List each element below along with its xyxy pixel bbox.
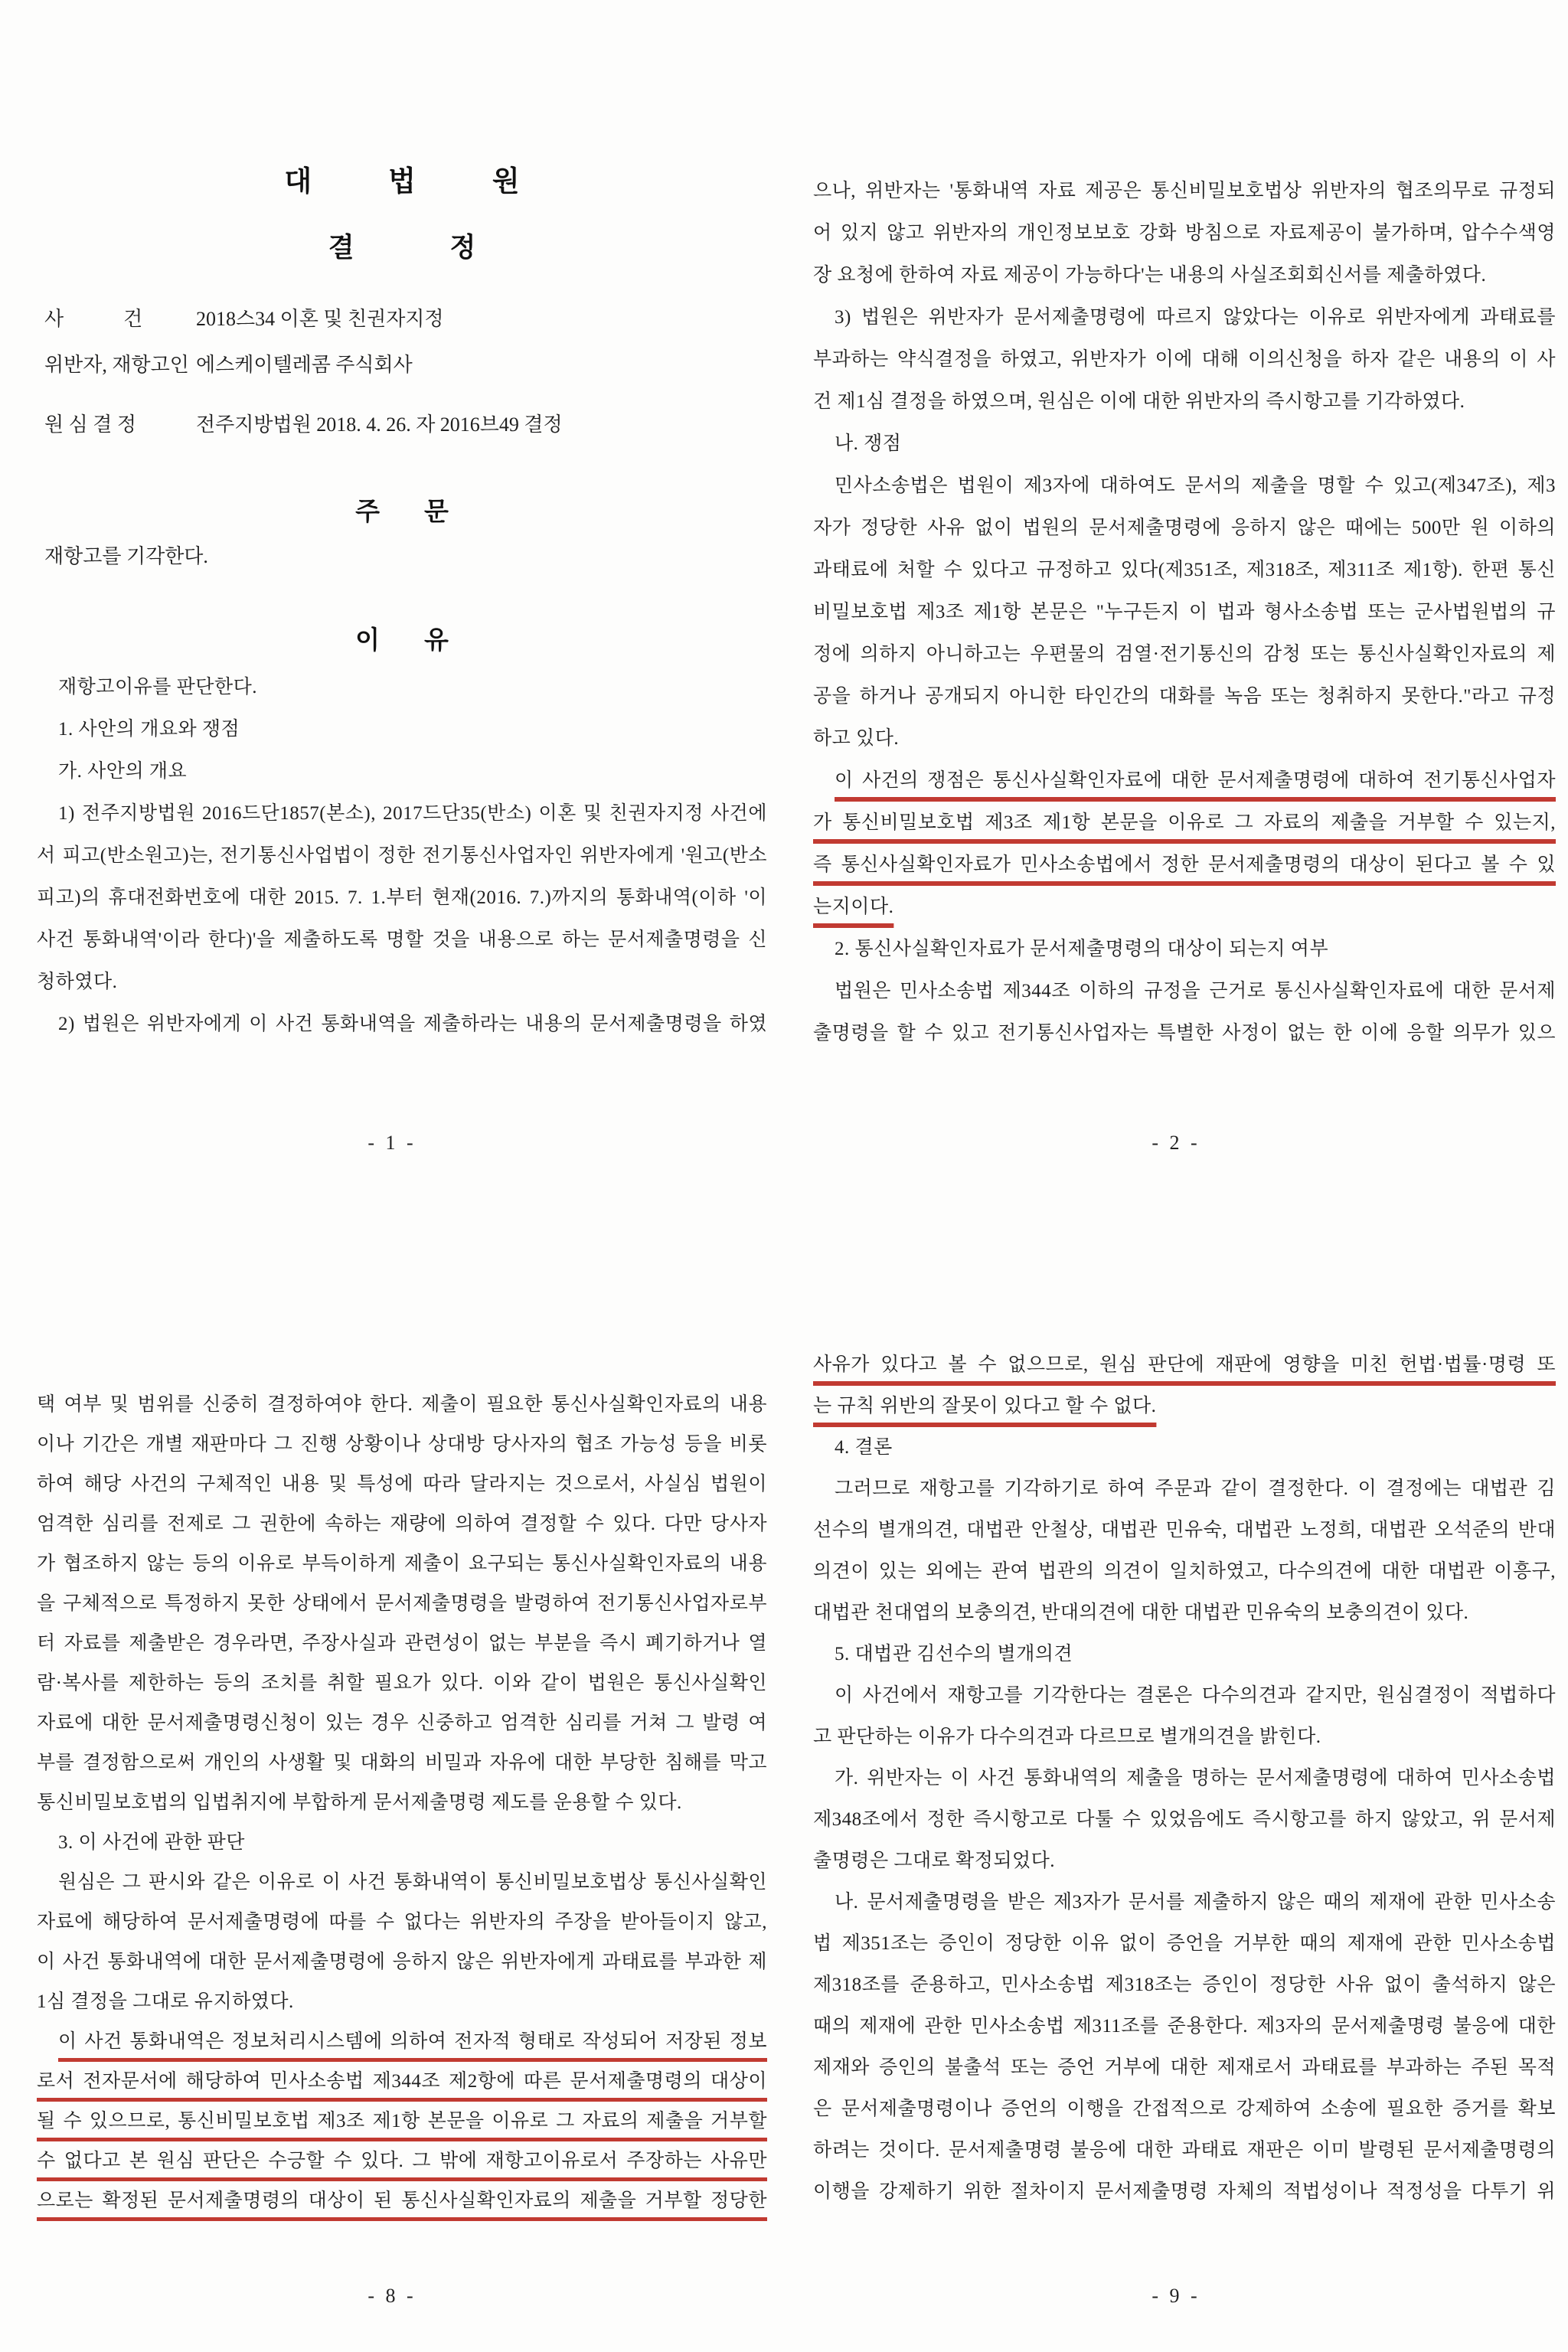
underlined-text-line: 이 사건 통화내역은 정보처리시스템에 의하여 전자적 형태로 작성되어 저장된 정보 bbox=[58, 2031, 767, 2052]
text-line: 제재와 증인의 불출석 또는 증언 거부에 대한 제재로서 과태료를 부과하는 주된 목적 bbox=[813, 2057, 1556, 2078]
text-line: 재항고이유를 판단한다. bbox=[58, 677, 258, 697]
text-line: 3) 법원은 위반자가 문서제출명령에 따르지 않았다는 이유로 위반자에게 과태료를 bbox=[835, 307, 1556, 328]
text-line: 터 자료를 제출받은 경우라면, 주장사실과 관련성이 없는 부분을 즉시 폐기하거나 열 bbox=[37, 1633, 767, 1654]
text-line: 고 판단하는 이유가 다수의견과 다르므로 별개의견을 밝힌다. bbox=[813, 1726, 1321, 1747]
text-line: 공을 하거나 공개되지 아니한 타인간의 대화를 녹음 또는 청취하지 못한다."라고 규정 bbox=[813, 686, 1556, 707]
page-number: - 9 - bbox=[1152, 2285, 1200, 2307]
text-line: 엄격한 심리를 전제로 그 권한에 속하는 재량에 의하여 결정할 수 있다. 다만 당사자 bbox=[37, 1514, 767, 1534]
text-line: 법원은 민사소송법 제344조 이하의 규정을 근거로 통신사실확인자료에 대한 문서제 bbox=[835, 981, 1556, 1001]
lower-court-value: 전주지방법원 2018. 4. 26. 자 2016브49 결정 bbox=[196, 413, 563, 436]
text-line: 부과하는 약식결정을 하였고, 위반자가 이에 대해 이의신청을 하자 같은 내용의 이 사 bbox=[813, 349, 1556, 370]
text-line: 5. 대법관 김선수의 별개의견 bbox=[835, 1644, 1073, 1664]
underlined-text-line: 로서 전자문서에 해당하여 민사소송법 제344조 제2항에 따른 문서제출명령의 대상이 bbox=[37, 2071, 767, 2092]
text-line: 어 있지 않고 위반자의 개인정보보호 강화 방침으로 자료제공이 불가하며, 압수수색영 bbox=[813, 223, 1556, 243]
lower-court-label: 원 심 결 정 bbox=[44, 413, 136, 436]
text-line: 이나 기간은 개별 재판마다 그 진행 상황이나 상대방 당사자의 협조 가능성 등을 비롯 bbox=[37, 1434, 767, 1455]
text-line: 1) 전주지방법원 2016드단1857(본소), 2017드단35(반소) 이혼 및 친권자지정 사건에 bbox=[58, 803, 767, 824]
text-line: 가. 위반자는 이 사건 통화내역의 제출을 명하는 문서제출명령에 대하여 민사소송법 bbox=[835, 1768, 1556, 1788]
underlined-text-line: 사유가 있다고 볼 수 없으므로, 원심 판단에 재판에 영향을 미친 헌법·법률·명령 또 bbox=[813, 1354, 1556, 1375]
text-line: 2) 법원은 위반자에게 이 사건 통화내역을 제출하라는 내용의 문서제출명령을 하였 bbox=[58, 1014, 767, 1034]
text-line: 으나, 위반자는 '통화내역 자료 제공은 통신비밀보호법상 위반자의 협조의무로 규정되 bbox=[813, 181, 1556, 201]
underlined-text-line: 는 규칙 위반의 잘못이 있다고 할 수 없다. bbox=[813, 1396, 1157, 1416]
text-line: 자가 정당한 사유 없이 법원의 문서제출명령에 응하지 않은 때에는 500만 원 이하의 bbox=[813, 518, 1556, 538]
text-line: 청하였다. bbox=[37, 972, 118, 992]
text-line: 이 사건에서 재항고를 기각한다는 결론은 다수의견과 같지만, 원심결정이 적법하다 bbox=[835, 1685, 1556, 1706]
text-line: 4. 결론 bbox=[835, 1437, 893, 1458]
text-line: 람·복사를 제한하는 등의 조치를 취할 필요가 있다. 이와 같이 법원은 통신사실확인 bbox=[37, 1673, 767, 1694]
text-line: 나. 쟁점 bbox=[835, 433, 902, 454]
text-line: 건 제1심 결정을 하였으며, 원심은 이에 대한 위반자의 즉시항고를 기각하였다. bbox=[813, 391, 1465, 412]
decision-type-heading: 결정 bbox=[328, 233, 572, 263]
text-line: 대법관 천대엽의 보충의견, 반대의견에 대한 대법관 민유숙의 보충의견이 있다. bbox=[813, 1602, 1469, 1623]
underlined-text-line: 될 수 있으므로, 통신비밀보호법 제3조 제1항 본문을 이유로 그 자료의 제출을 거부할 bbox=[37, 2111, 767, 2132]
text-line: 1. 사안의 개요와 쟁점 bbox=[58, 719, 240, 740]
order-heading: 주문 bbox=[355, 497, 493, 525]
text-line: 1심 결정을 그대로 유지하였다. bbox=[37, 1991, 294, 2012]
page-2 bbox=[784, 0, 1568, 1176]
text-line: 제348조에서 정한 즉시항고로 다툴 수 있었음에도 즉시항고를 하지 않았고, 위 문서제 bbox=[813, 1809, 1556, 1830]
text-line: 때의 제재에 관한 민사소송법 제311조를 준용한다. 제3자의 문서제출명령 불응에 대한 bbox=[813, 2016, 1556, 2037]
case-number-row bbox=[44, 299, 761, 340]
text-line: 정에 의하지 아니하고는 우편물의 검열·전기통신의 감청 또는 통신사실확인자료의 제 bbox=[813, 644, 1556, 665]
violator-label: 위반자, 재항고인 bbox=[44, 354, 189, 376]
page-number: - 1 - bbox=[368, 1132, 416, 1154]
text-line: 비밀보호법 제3조 제1항 본문은 "누구든지 이 법과 형사소송법 또는 군사법원법의 규 bbox=[813, 602, 1556, 622]
underlined-text-line: 는지이다. bbox=[813, 897, 894, 917]
text-line: 2. 통신사실확인자료가 문서제출명령의 대상이 되는지 여부 bbox=[835, 939, 1329, 959]
case-label: 사 건 bbox=[44, 308, 143, 330]
underlined-text-line: 가 통신비밀보호법 제3조 제1항 본문을 이유로 그 자료의 제출을 거부할 수 있는지, bbox=[813, 812, 1556, 833]
text-line: 제318조를 준용하고, 민사소송법 제318조는 증인이 정당한 사유 없이 출석하지 않은 bbox=[813, 1975, 1556, 1995]
page-2-body bbox=[813, 170, 1556, 1054]
text-line: 택 여부 및 범위를 신중히 결정하여야 한다. 제출이 필요한 통신사실확인자료의 내용 bbox=[37, 1394, 767, 1415]
text-line: 과태료에 처할 수 있다고 규정하고 있다(제351조, 제318조, 제311조 제1항). 한편 통신 bbox=[813, 560, 1556, 580]
text-line: 출명령은 그대로 확정되었다. bbox=[813, 1851, 1056, 1871]
text-line: 원심은 그 판시와 같은 이유로 이 사건 통화내역이 통신비밀보호법상 통신사실확인 bbox=[58, 1872, 767, 1893]
page-number: - 2 - bbox=[1152, 1132, 1200, 1154]
underlined-text-line: 즉 통신사실확인자료가 민사소송법에서 정한 문서제출명령의 대상이 된다고 볼 수 있 bbox=[813, 854, 1556, 875]
text-line: 출명령을 할 수 있고 전기통신사업자는 특별한 사정이 없는 한 이에 응할 의무가 있으 bbox=[813, 1023, 1556, 1044]
court-name-heading: 대법원 bbox=[284, 165, 596, 197]
lower-court-decision-row bbox=[44, 404, 761, 446]
text-line: 3. 이 사건에 관한 판단 bbox=[58, 1832, 245, 1853]
page-1 bbox=[0, 0, 784, 1176]
page-8 bbox=[0, 1176, 784, 2352]
text-line: 은 문서제출명령이나 증언의 이행을 간접적으로 강제하여 소송에 필요한 증거를 확보 bbox=[813, 2099, 1556, 2119]
text-line: 가 협조하지 않는 등의 이유로 부득이하게 제출이 요구되는 통신사실확인자료의 내용 bbox=[37, 1553, 767, 1574]
text-line: 을 구체적으로 특정하지 못한 상태에서 문서제출명령을 발령하여 전기통신사업자로부 bbox=[37, 1593, 767, 1614]
text-line: 의견이 있는 외에는 관여 법관의 의견이 일치하였고, 다수의견에 대한 대법관 이흥구, bbox=[813, 1561, 1556, 1582]
underlined-text-line: 이 사건의 쟁점은 통신사실확인자료에 대한 문서제출명령에 대하여 전기통신사업자 bbox=[835, 770, 1556, 791]
text-line: 서 피고(반소원고)는, 전기통신사업법이 정한 전기통신사업자인 위반자에게 '원고(반소 bbox=[37, 845, 767, 866]
underlined-text-line: 수 없다고 본 원심 판단은 수긍할 수 있다. 그 밖에 재항고이유로서 주장하는 사유만 bbox=[37, 2151, 767, 2171]
text-line: 법 제351조는 증인이 정당한 이유 없이 증언을 거부한 때의 제재에 관한 민사소송법 bbox=[813, 1933, 1556, 1954]
page-1-body bbox=[37, 666, 767, 1045]
violator-value: 에스케이텔레콤 주식회사 bbox=[196, 354, 413, 376]
order-text: 재항고를 기각한다. bbox=[44, 545, 208, 567]
text-line: 자료에 해당하여 문서제출명령에 따를 수 없다는 위반자의 주장을 받아들이지 않고, bbox=[37, 1912, 767, 1932]
text-line: 이행을 강제하기 위한 절차이지 문서제출명령 자체의 적법성이나 적정성을 다투기 위 bbox=[813, 2181, 1556, 2202]
page-number: - 8 - bbox=[368, 2285, 416, 2307]
underlined-text-line: 으로는 확정된 문서제출명령의 대상이 된 통신사실확인자료의 제출을 거부할 정당한 bbox=[37, 2190, 767, 2211]
text-line: 하려는 것이다. 문서제출명령 불응에 대한 과태료 재판은 이미 발령된 문서제출명령의 bbox=[813, 2140, 1556, 2161]
text-line: 하고 있다. bbox=[813, 728, 900, 749]
text-line: 장 요청에 한하여 자료 제공이 가능하다'는 내용의 사실조회회신서를 제출하였다. bbox=[813, 265, 1487, 286]
text-line: 선수의 별개의견, 대법관 안철상, 대법관 민유숙, 대법관 노정희, 대법관 오석준의 반대 bbox=[813, 1520, 1556, 1540]
text-line: 사건 통화내역'이라 한다)'을 제출하도록 명할 것을 내용으로 하는 문서제출명령을 신 bbox=[37, 929, 767, 950]
text-line: 피고)의 휴대전화번호에 대한 2015. 7. 1.부터 현재(2016. 7.)까지의 통화내역(이하 '이 bbox=[37, 887, 767, 908]
text-line: 통신비밀보호법의 입법취지에 부합하게 문서제출명령 제도를 운용할 수 있다. bbox=[37, 1792, 682, 1813]
text-line: 가. 사안의 개요 bbox=[58, 761, 188, 782]
case-value: 2018스34 이혼 및 친권자지정 bbox=[196, 308, 444, 330]
page-9-body bbox=[813, 1344, 1556, 2213]
text-line: 나. 문서제출명령을 받은 제3자가 문서를 제출하지 않은 때의 제재에 관한 민사소송 bbox=[835, 1892, 1556, 1913]
text-line: 하여 해당 사건의 구체적인 내용 및 특성에 따라 달라지는 것으로서, 사실심 법원이 bbox=[37, 1474, 767, 1494]
page-8-body bbox=[37, 1385, 767, 2221]
text-line: 이 사건 통화내역에 대한 문서제출명령에 응하지 않은 위반자에게 과태료를 부과한 제 bbox=[37, 1952, 767, 1972]
page-9 bbox=[784, 1176, 1568, 2352]
text-line: 그러므로 재항고를 기각하기로 하여 주문과 같이 결정한다. 이 결정에는 대법관 김 bbox=[835, 1478, 1556, 1499]
text-line: 자료에 대한 문서제출명령신청이 있는 경우 신중하고 엄격한 심리를 거쳐 그 발령 여 bbox=[37, 1713, 767, 1733]
text-line: 민사소송법은 법원이 제3자에 대하여도 문서의 제출을 명할 수 있고(제347조), 제3 bbox=[835, 475, 1556, 496]
reasons-heading: 이유 bbox=[355, 626, 493, 654]
violator-row bbox=[44, 345, 761, 386]
text-line: 부를 결정함으로써 개인의 사생활 및 대화의 비밀과 자유에 대한 부당한 침해를 막고 bbox=[37, 1753, 767, 1773]
